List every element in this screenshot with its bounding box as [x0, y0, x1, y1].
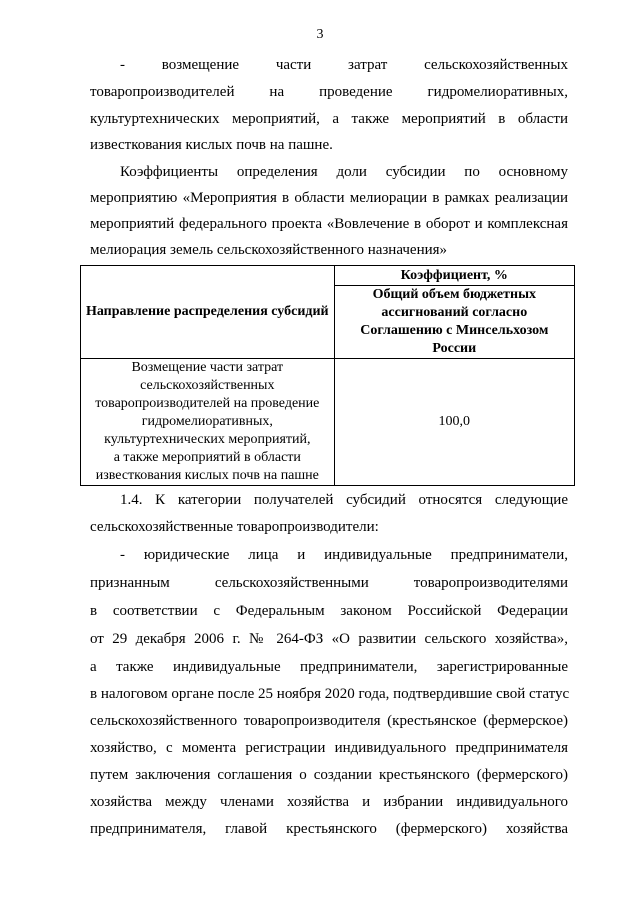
coef-line: мероприятию «Мероприятия в области мелиорации в рамках реализации [90, 190, 568, 206]
intro-line: культуртехнических мероприятий, а также мероприятий в области [90, 111, 568, 127]
table-header-volume-line: ассигнований согласно [381, 305, 528, 320]
intro-line: известкования кислых почв на пашне. [90, 137, 333, 153]
section-line: предпринимателя, главой крестьянского (фермерского) хозяйства [90, 821, 568, 837]
table-header-coef: Коэффициент, % [334, 266, 574, 286]
page-number: 3 [316, 27, 324, 42]
section-line: признанным сельскохозяйственными товаропроизводителями [90, 575, 568, 591]
section-line: хозяйства между членами хозяйства и избрании индивидуального [90, 794, 568, 810]
table-cell-line: сельскохозяйственных [140, 378, 275, 393]
table-cell-line: Возмещение части затрат [131, 360, 284, 375]
section-line: сельскохозяйственного товаропроизводителя (крестьянское (фермерское) [90, 713, 568, 729]
section-line: в налоговом органе после 25 ноября 2020 года, подтвердившие свой статус [90, 686, 570, 702]
section-line: - юридические лица и индивидуальные предприниматели, [120, 547, 568, 563]
table-cell-line: гидромелиоративных, [141, 414, 273, 429]
table-header-direction: Направление распределения субсидий [81, 266, 335, 359]
coef-line: Коэффициенты определения доли субсидии по основному [120, 164, 568, 180]
section-line: хозяйство, с момента регистрации индивидуального предпринимателя [90, 740, 568, 756]
subsidy-table [80, 265, 575, 486]
section-line: 1.4. К категории получателей субсидий относятся следующие [120, 492, 568, 508]
coef-line: мелиорация земель сельскохозяйственного назначения» [90, 242, 448, 258]
section-line: от 29 декабря 2006 г. № 264-ФЗ «О развитии сельского хозяйства», [90, 631, 568, 647]
intro-line: - возмещение части затрат сельскохозяйственных [120, 57, 568, 73]
table-cell-line: известкования кислых почв на пашне [95, 468, 319, 483]
table-cell-value: 100,0 [334, 359, 574, 486]
coef-line: мероприятий федерального проекта «Вовлечение в оборот и комплексная [90, 216, 568, 232]
table-header-volume-line: Соглашению с Минсельхозом [360, 323, 549, 338]
table-cell-line: а также мероприятий в области [113, 450, 301, 465]
table-cell-direction [81, 359, 335, 486]
section-line: в соответствии с Федеральным законом Российской Федерации [90, 603, 568, 619]
table-header-volume [334, 286, 574, 359]
table-header-volume-line: Общий объем бюджетных [372, 287, 537, 302]
section-line: путем заключения соглашения о создании крестьянского (фермерского) [90, 767, 568, 783]
table-header-volume-line: России [432, 341, 477, 356]
intro-line: товаропроизводителей на проведение гидромелиоративных, [90, 84, 568, 100]
table-cell-line: товаропроизводителей на проведение [95, 396, 320, 411]
table-cell-line: культуртехнических мероприятий, [104, 432, 311, 447]
section-line: сельскохозяйственные товаропроизводители: [90, 519, 379, 535]
section-line: а также индивидуальные предприниматели, зарегистрированные [90, 659, 568, 675]
